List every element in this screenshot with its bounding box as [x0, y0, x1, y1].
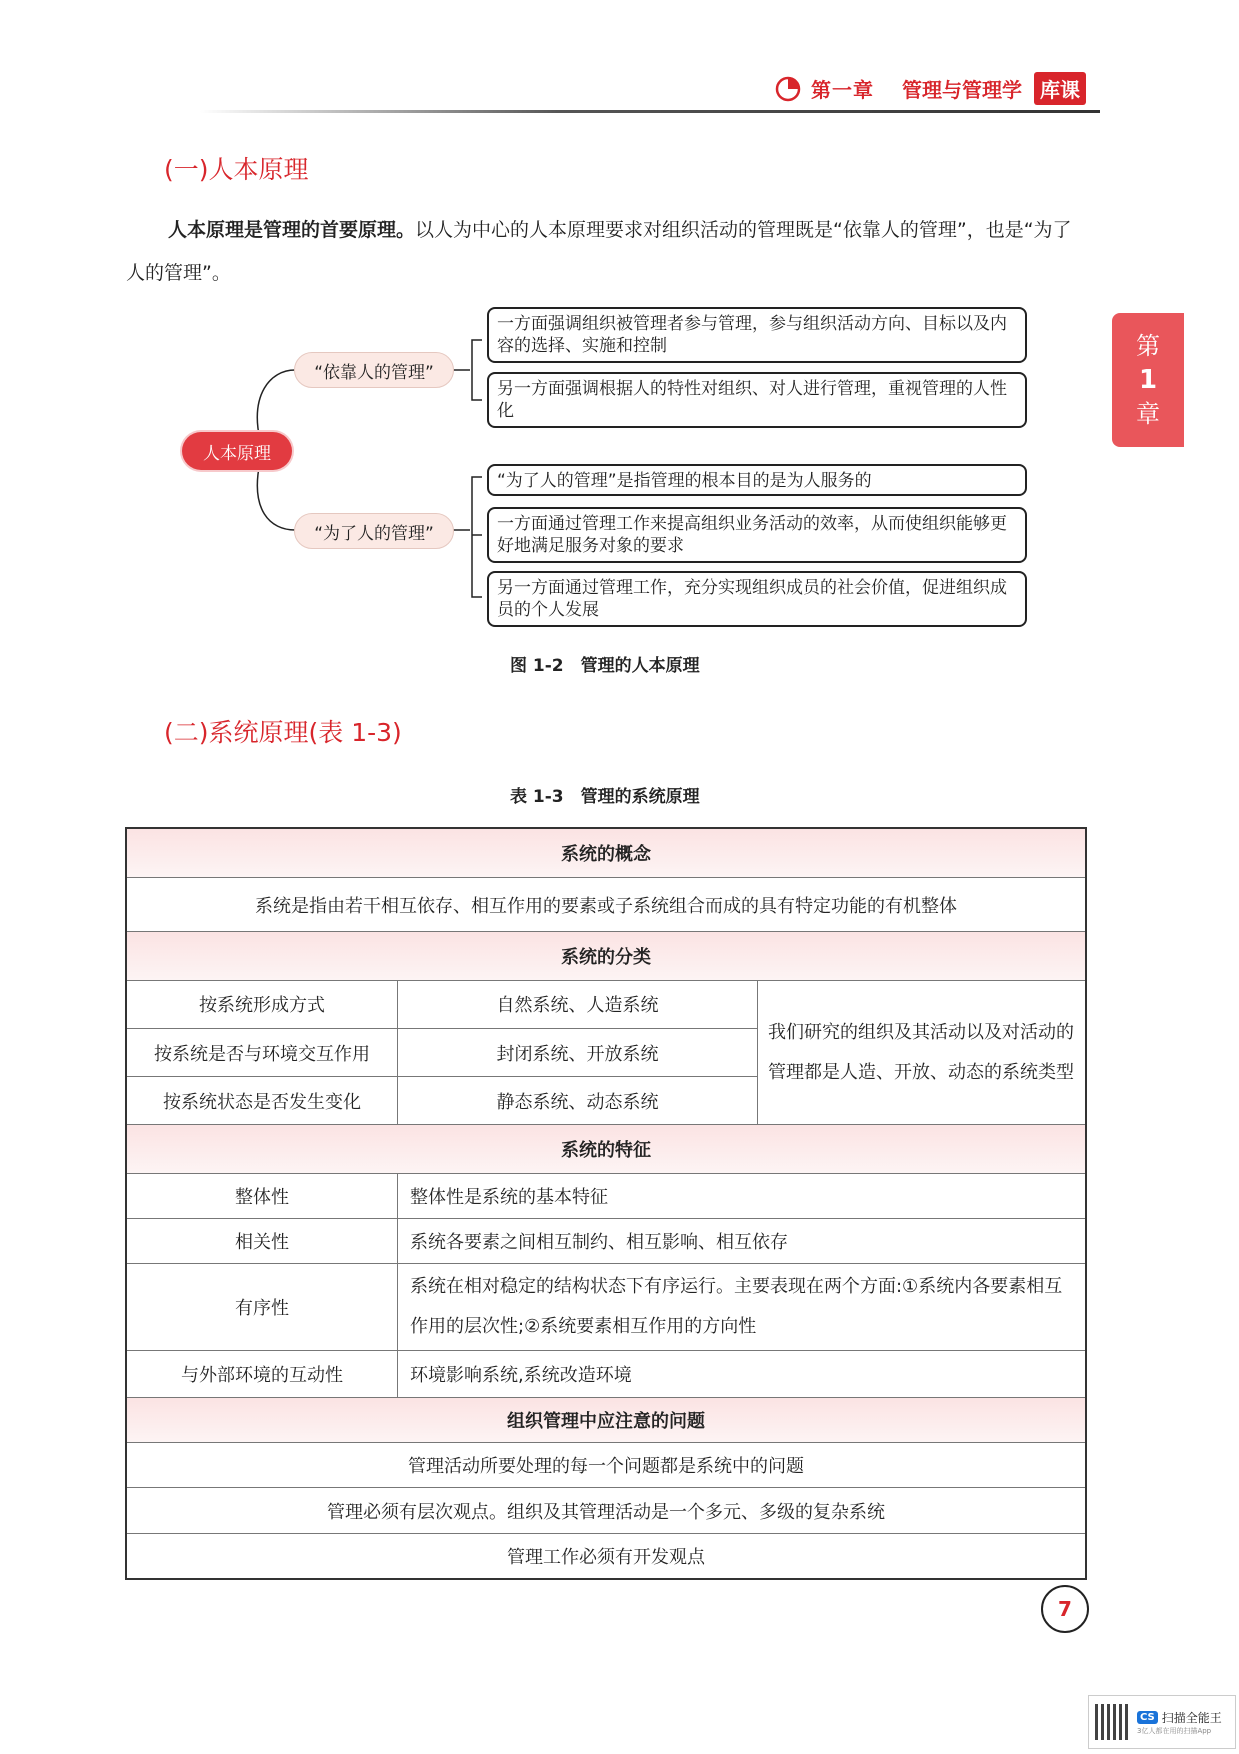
table-cell: 按系统状态是否发生变化	[163, 1091, 361, 1113]
brand-logo: 库课	[1034, 72, 1086, 105]
table-cell: 自然系统、人造系统	[397, 981, 757, 1028]
table-cell: 整体性是系统的基本特征	[397, 1174, 1085, 1218]
table-cell: 管理必须有层次观点。组织及其管理活动是一个多元、多级的复杂系统	[327, 1501, 885, 1523]
mindmap-leaf: 另一方面通过管理工作，充分实现组织成员的社会价值，促进组织成员的个人发展	[487, 571, 1027, 627]
chapter-title: 管理与管理学	[902, 78, 1022, 102]
figure-caption: 图 1-2 管理的人本原理	[510, 656, 700, 676]
mindmap-branch-for: “为了人的管理”	[294, 513, 454, 549]
system-principle-table	[125, 827, 1087, 1580]
scanner-tagline: 3亿人都在用的扫描App	[1137, 1726, 1212, 1735]
table-row	[127, 1218, 1085, 1263]
table-cell: 系统在相对稳定的结构状态下有序运行。主要表现在两个方面:①系统内各要素相互作用的层次性;②系统要素相互作用的方向性	[397, 1264, 1085, 1350]
table-section-title: 系统的特征	[127, 1125, 1085, 1173]
section-paragraph	[126, 209, 1086, 295]
table-row	[127, 1076, 757, 1124]
mindmap-leaf: 另一方面强调根据人的特性对组织、对人进行管理，重视管理的人性化	[487, 372, 1027, 428]
table-cell: 有序性	[235, 1298, 289, 1319]
classification-list	[127, 981, 757, 1124]
table-cell: 管理工作必须有开发观点	[507, 1547, 705, 1568]
table-cell: 按系统是否与环境交互作用	[154, 1043, 370, 1065]
mindmap-root: 人本原理	[182, 432, 292, 470]
table-cell: 封闭系统、开放系统	[397, 1029, 757, 1077]
page-header	[775, 72, 1086, 105]
section-heading-people: (一)人本原理	[164, 155, 309, 184]
mindmap-leaf: 一方面通过管理工作来提高组织业务活动的效率，从而使组织能够更好地满足服务对象的要求	[487, 507, 1027, 563]
table-cell: 与外部环境的互动性	[181, 1365, 343, 1386]
table-cell: 相关性	[235, 1232, 289, 1253]
chapter-pie-icon	[775, 76, 801, 102]
page-number: 7	[1041, 1585, 1089, 1633]
scanner-watermark	[1088, 1695, 1236, 1749]
table-cell: 系统各要素之间相互制约、相互影响、相互依存	[397, 1219, 1085, 1263]
table-section-title: 系统的分类	[127, 932, 1085, 980]
table-cell: 静态系统、动态系统	[397, 1077, 757, 1124]
table-cell: 我们研究的组织及其活动以及对活动的管理都是人造、开放、动态的系统类型	[757, 981, 1085, 1124]
mindmap-branch-rely: “依靠人的管理”	[294, 352, 454, 388]
section-heading-system: (二)系统原理(表 1-3)	[164, 718, 402, 747]
table-row	[127, 981, 757, 1028]
para-rest: 以人为中心的人本原理要求对组织活动的管理既是“依靠人的管理”，也是“为了人的管理”。	[126, 219, 1072, 284]
table-cell: 按系统形成方式	[199, 995, 325, 1017]
table-section-title: 系统的概念	[127, 829, 1085, 877]
mindmap-leaf: 一方面强调组织被管理者参与管理，参与组织活动方向、目标以及内容的选择、实施和控制	[487, 307, 1027, 363]
side-tab-bottom: 章	[1136, 400, 1160, 428]
mindmap-leaf: “为了人的管理”是指管理的根本目的是为人服务的	[487, 464, 1027, 496]
scanner-name: 扫描全能王	[1161, 1710, 1222, 1725]
table-section-title: 组织管理中应注意的问题	[127, 1398, 1085, 1442]
side-tab-number: 1	[1138, 365, 1158, 395]
table-row	[127, 1028, 757, 1077]
chapter-label: 第一章	[811, 78, 874, 102]
table-row	[127, 1350, 1085, 1397]
cs-badge: CS	[1137, 1711, 1158, 1724]
para-bold: 人本原理是管理的首要原理。	[168, 219, 416, 241]
table-row	[127, 1263, 1085, 1350]
side-tab-top: 第	[1136, 332, 1160, 360]
table-row	[127, 1173, 1085, 1218]
chapter-side-tab	[1112, 313, 1184, 447]
table-cell: 整体性	[235, 1187, 289, 1208]
table-cell: 系统是指由若干相互依存、相互作用的要素或子系统组合而成的具有特定功能的有机整体	[255, 895, 957, 917]
header-divider	[200, 110, 1100, 113]
qr-code-icon	[1095, 1704, 1131, 1740]
table-caption: 表 1-3 管理的系统原理	[510, 787, 700, 807]
table-cell: 管理活动所要处理的每一个问题都是系统中的问题	[408, 1456, 804, 1477]
table-cell: 环境影响系统,系统改造环境	[397, 1351, 1085, 1397]
